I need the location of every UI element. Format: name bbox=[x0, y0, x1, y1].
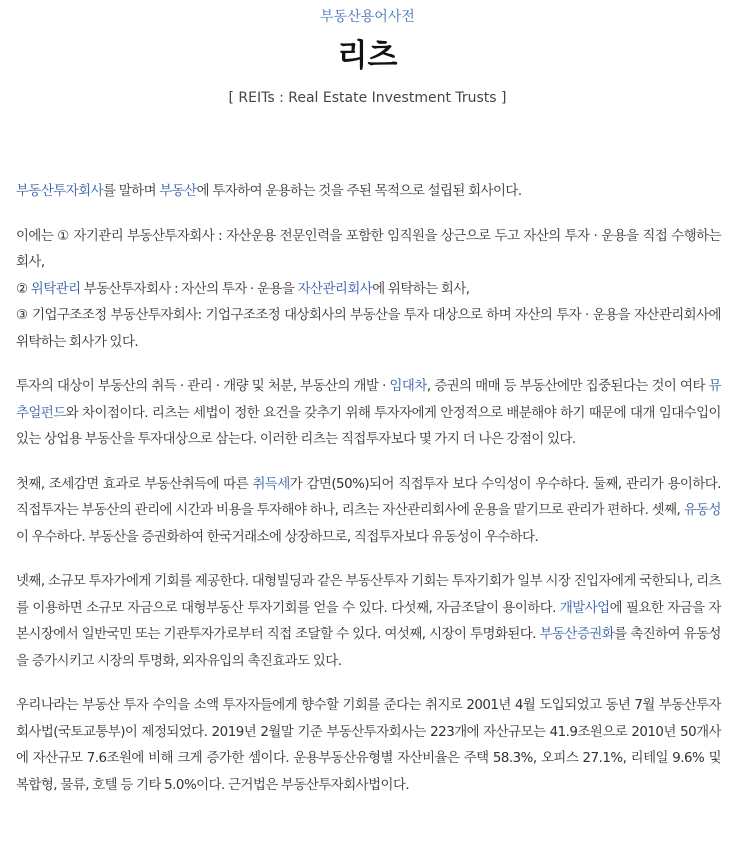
term-original-name: [ REITs : Real Estate Investment Trusts ] bbox=[228, 90, 507, 106]
link-development-project[interactable]: 개발사업 bbox=[559, 600, 610, 616]
link-mutual-fund[interactable]: 뮤추얼펀드 bbox=[16, 379, 721, 421]
text: ② bbox=[16, 281, 31, 297]
text: 부동산투자회사 : 자산의 투자 · 운용을 bbox=[80, 281, 298, 297]
text: , 증권의 매매 등 부동산에만 집중된다는 것이 여타 bbox=[426, 379, 709, 394]
text: 에 위탁하는 회사, bbox=[372, 281, 470, 297]
link-acquisition-tax[interactable]: 취득세 bbox=[252, 476, 290, 492]
term-header bbox=[0, 7, 735, 109]
text: 를 말하며 bbox=[103, 184, 160, 199]
text: 에 투자하여 운용하는 것을 주된 목적으로 설립된 회사이다. bbox=[196, 184, 522, 199]
type-1-text: 이에는 ① 자기관리 부동산투자회사 : 자산운용 전문인력을 포함한 임직원을 상근으로 두고 자산의 투자 · 운용을 직접 수행하는 회사, bbox=[16, 228, 721, 270]
definition-paragraph-6 bbox=[16, 693, 721, 799]
link-lease[interactable]: 임대차 bbox=[389, 379, 427, 394]
link-real-estate[interactable]: 부동산 bbox=[159, 184, 197, 199]
text: 넷째, 소규모 투자가에게 기회를 제공한다. 대형빌딩과 같은 부동산투자 기회는 투자기회가 일부 시장 진입자에게 국한되나, 리츠를 이용하면 소규모 자금으로 대형부동산 투자기회를 얻을 수 있다. 다섯째, 자금조달이 용이하다. bbox=[16, 574, 721, 616]
link-reit-company[interactable]: 부동산투자회사 bbox=[16, 184, 104, 199]
text: 가 감면(50%)되어 직접투자 보다 수익성이 우수하다. 둘째, 관리가 용이하다. 직접투자는 부동산의 관리에 시간과 비용을 투자해야 하나, 리츠는 자산관리회사에 운용을 맡기므로 관리가 편하다. 셋째, bbox=[16, 476, 721, 518]
page bbox=[0, 7, 735, 844]
definition-paragraph-2 bbox=[16, 224, 721, 357]
text: 이 우수하다. 부동산을 증권화하여 한국거래소에 상장하므로, 직접투자보다 유동성이 우수하다. bbox=[16, 529, 539, 545]
link-liquidity[interactable]: 유동성 bbox=[683, 503, 721, 518]
text: 투자의 대상이 부동산의 취득 · 관리 · 개량 및 처분, 부동산의 개발 · bbox=[16, 379, 390, 394]
text: 첫째, 조세감면 효과로 부동산취득에 따른 bbox=[16, 476, 253, 492]
dictionary-source-link[interactable]: 부동산용어사전 bbox=[320, 9, 415, 25]
text: 에 필요한 자금을 자본시장에서 일반국민 또는 기관투자가로부터 직접 조달할 수 있다. 여섯째, 시장이 투명화된다. bbox=[16, 600, 721, 642]
definition-paragraph-1 bbox=[16, 179, 721, 206]
term-title: 리츠 bbox=[337, 38, 398, 74]
definition-body bbox=[16, 179, 721, 817]
text: 와 차이점이다. 리츠는 세법이 정한 요건을 갖추기 위해 투자자에게 안정적으로 배분해야 하기 때문에 대개 임대수입이 있는 상업용 부동산을 투자대상으로 삼는다. 이러한 리츠는 직접투자보다 몇 가지 더 나은 강점이 있다. bbox=[16, 405, 721, 447]
type-3-text: ③ 기업구조조정 부동산투자회사: 기업구조조정 대상회사의 부동산을 투자 대상으로 하며 자산의 투자 · 운용을 자산관리회사에 위탁하는 회사가 있다. bbox=[16, 308, 721, 350]
link-securitization[interactable]: 부동산증권화 bbox=[539, 627, 615, 642]
definition-paragraph-4 bbox=[16, 472, 721, 552]
link-consignment[interactable]: 위탁관리 bbox=[30, 281, 81, 297]
definition-paragraph-3 bbox=[16, 374, 721, 454]
definition-paragraph-5 bbox=[16, 569, 721, 675]
link-asset-management-company[interactable]: 자산관리회사 bbox=[297, 281, 373, 297]
text: 를 촉진하여 유동성을 증가시키고 시장의 투명화, 외자유입의 촉진효과도 있다. bbox=[16, 627, 721, 669]
text: 우리나라는 부동산 투자 수익을 소액 투자자들에게 향수할 기회를 준다는 취지로 2001년 4월 도입되었고 동년 7월 부동산투자회사법(국토교통부)이 제정되었다. 2019년 2월말 기준 부동산투자회사는 223개에 자산규모는 41.9조원으로 2010년 50개사에 자산규모 7.6조원에 비해 크게 증가한 셈이다. 운용부동산유형별 자산비율은 주택 58.3%, 오피스 27.1%, 리테일 9.6% 및 복합형, 물류, 호텔 등 기타 5.0%이다. 근거법은 부동산투자회사법이다. bbox=[16, 698, 721, 793]
